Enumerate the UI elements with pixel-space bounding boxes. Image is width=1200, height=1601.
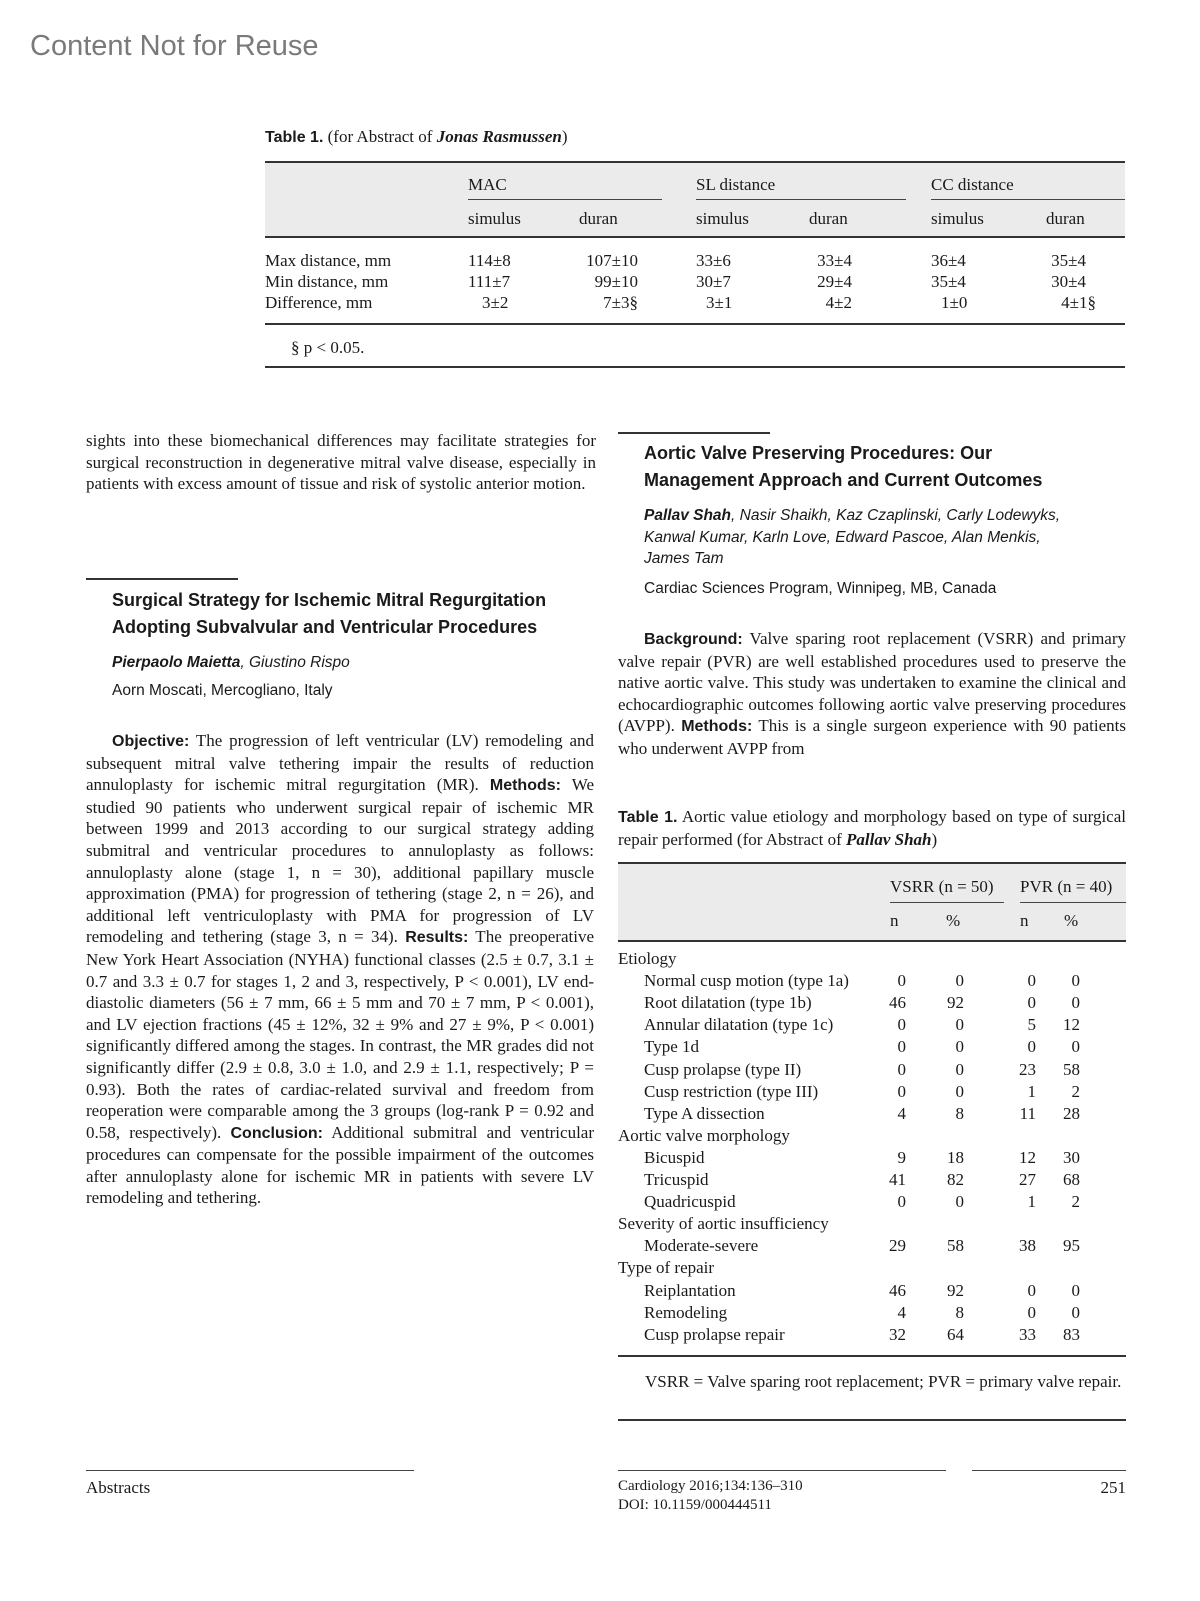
table-right-section-row: [0, 949, 1200, 971]
table-top-group-rule-cc: [931, 199, 1125, 200]
left-abstract-title: [112, 587, 602, 641]
table-right-sub-pct: %: [946, 911, 961, 930]
right-abstract-coauthors-2: Kanwal Kumar, Karln Love, Edward Pascoe, Alan Menkis,: [644, 528, 1041, 546]
table-right-cell: 9: [897, 1147, 906, 1167]
table-right-row-label: Tricuspid: [644, 1170, 709, 1189]
right-methods-label: Methods:: [681, 718, 753, 736]
table-top-row-label: Min distance, mm: [265, 272, 389, 291]
footer-rule-mid: [618, 1470, 946, 1471]
table-right-cell: 28: [1063, 1103, 1080, 1123]
footer-page-number: 251: [1100, 1478, 1126, 1497]
table-right-cell: 23: [1019, 1059, 1036, 1079]
table-right-row: [0, 1148, 1200, 1170]
left-abstract-title-line2: Adopting Subvalvular and Ventricular Procedures: [112, 617, 538, 637]
table-right-cell: 2: [1071, 1081, 1080, 1101]
table-right-cell: 0: [1027, 971, 1036, 991]
table-top-cell: 7±3§: [603, 293, 638, 312]
table-top-caption: [265, 127, 568, 147]
table-right-row: [0, 1082, 1200, 1104]
methods-text: We studied 90 patients who underwent surgical repair of ischemic MR between 1999 and 2013 according to our surgical strategy adding submitral and ventricular procedures to annuloplasty as follows: annuloplasty alone (stage 1, n = 30), additional papillary muscle approximation (PMA) for progression of tethering (stage 2, n = 26), and additional left ventriculoplasty with PMA for progression of LV remodeling and tethering (stage 3, n = 34).: [86, 775, 594, 947]
table-right-caption-name: Pallav Shah: [845, 830, 932, 849]
table-right-cell: 0: [897, 1037, 906, 1057]
table-top-cell: 1±0: [941, 293, 968, 312]
table-right-cell: 11: [1019, 1103, 1036, 1123]
table-right-row: [0, 1104, 1200, 1126]
table-top-cell: 30±7: [696, 272, 731, 291]
table-right-sub-n: n: [890, 911, 899, 930]
table-top-cell: 29±4: [817, 272, 852, 291]
table-right-row: [0, 1325, 1200, 1347]
table-top-subhead: duran: [579, 209, 618, 228]
methods-label: Methods:: [489, 777, 561, 795]
table-right-sub-pct: %: [1064, 911, 1079, 930]
table-top-rule-header: [265, 236, 1125, 238]
table-top-subhead: simulus: [468, 209, 521, 228]
table-right-caption-pre: Aortic value etiology and morphology based on type of surgical repair performed (for Abstract of: [618, 807, 1126, 849]
table-right-row-label: Cusp restriction (type III): [644, 1081, 819, 1101]
objective-label: Objective:: [112, 733, 190, 750]
table-right-cell: 0: [955, 1059, 964, 1079]
right-abstract-coauthors-3: James Tam: [644, 550, 724, 567]
table-top-row-label: Difference, mm: [265, 293, 373, 312]
table-top-subhead: simulus: [931, 209, 984, 228]
watermark: Content Not for Reuse: [30, 30, 319, 62]
table-right-cell: 0: [1071, 1280, 1080, 1300]
table-top-caption-pre: (for Abstract of: [327, 127, 437, 146]
table-top-caption-name: Jonas Rasmussen: [436, 127, 562, 146]
table-right-row-label: Severity of aortic insufficiency: [618, 1214, 829, 1234]
table-right-caption-post: ): [931, 830, 938, 849]
table-right-cell: 46: [889, 1280, 906, 1300]
table-right-row: [0, 1192, 1200, 1214]
left-abstract-rule: [86, 578, 238, 580]
table-right-row: [0, 1037, 1200, 1059]
table-top-cell: 107±10: [586, 251, 638, 270]
footer-doi: DOI: 10.1159/000444511: [618, 1497, 772, 1513]
table-right-cell: 58: [1063, 1059, 1080, 1079]
table-top-cell: 111±7: [468, 272, 511, 291]
results-label: Results:: [405, 929, 469, 947]
table-right-cell: 38: [1019, 1236, 1036, 1256]
table-top-cell: 33±4: [817, 251, 852, 270]
table-top-cell: 35±4: [931, 272, 966, 291]
background-text: Valve sparing root replacement (VSRR) and primary valve repair (PVR) are well established procedures used to preserve the native aortic valve. This study was undertaken to examine the clinical and echocardiographic outcomes following aortic valve preserving procedures (AVPP).: [618, 629, 1126, 736]
table-right-row-label: Type A dissection: [644, 1103, 765, 1123]
table-top-cell: 36±4: [931, 251, 966, 270]
table-right-row: [0, 1281, 1200, 1303]
table-right-row-label: Cusp prolapse (type II): [644, 1059, 802, 1079]
table-right-cell: 0: [1027, 993, 1036, 1013]
table-top-row-label: Max distance, mm: [265, 251, 392, 270]
table-right-row: [0, 993, 1200, 1015]
table-right-cell: 5: [1027, 1015, 1036, 1035]
table-right-rule-body: [618, 1355, 1126, 1357]
table-right-cell: 0: [955, 1081, 964, 1101]
table-right-cell: 33: [1019, 1324, 1036, 1344]
table-right-cell: 4: [897, 1103, 906, 1123]
table-top-label: Table 1.: [265, 129, 324, 146]
table-right-cell: 1: [1027, 1081, 1036, 1101]
conclusion-label: Conclusion:: [230, 1124, 323, 1142]
table-right-cell: 68: [1063, 1170, 1080, 1189]
table-right-section-row: [0, 1258, 1200, 1280]
left-abstract-affiliation: Aorn Moscati, Mercogliano, Italy: [112, 682, 333, 699]
background-label: Background:: [644, 631, 743, 648]
table-top-group-rule-sl: [696, 199, 906, 200]
table-top-cell: 114±8: [468, 251, 511, 270]
table-top-caption-post: ): [561, 127, 568, 146]
table-right-cell: 0: [897, 1081, 906, 1101]
footer-rule-left: [86, 1470, 414, 1471]
table-right-cell: 83: [1063, 1324, 1080, 1344]
table-right-row-label: Type 1d: [644, 1037, 699, 1057]
right-abstract-coauthors-1: , Nasir Shaikh, Kaz Czaplinski, Carly Lodewyks,: [731, 507, 1061, 524]
table-right-row: [0, 1015, 1200, 1037]
left-abstract-lead-author: Pierpaolo Maietta: [112, 654, 241, 671]
table-right-row: [0, 1303, 1200, 1325]
table-right-row-label: Reiplantation: [644, 1280, 736, 1300]
footer-journal: Cardiology 2016;134:136–310: [618, 1478, 803, 1494]
table-top-subhead: simulus: [696, 209, 749, 228]
table-right-rule-bottom: [618, 1419, 1126, 1421]
table-right-cell: 4: [897, 1302, 906, 1322]
table-right-cell: 0: [1071, 1302, 1080, 1322]
left-abstract-coauthors: , Giustino Rispo: [240, 654, 350, 671]
table-top-cell: 4±2: [825, 293, 852, 312]
table-right-group-rule-vsrr: [890, 902, 1004, 903]
right-methods-text: This is a single surgeon experience with 90 patients who underwent AVPP from: [618, 716, 1126, 758]
table-right-group-rule-pvr: [1020, 902, 1126, 903]
table-right-cell: 64: [947, 1324, 964, 1344]
table-right-cell: 95: [1063, 1236, 1080, 1256]
table-right-row-label: Bicuspid: [644, 1147, 705, 1167]
table-right-cell: 27: [1019, 1170, 1036, 1189]
table-right-cell: 1: [1027, 1192, 1036, 1212]
right-abstract-affiliation: Cardiac Sciences Program, Winnipeg, MB, Canada: [644, 580, 997, 597]
table-top-cell: 4±1§: [1061, 293, 1096, 312]
footer-rule-right: [972, 1470, 1126, 1471]
table-right-cell: 82: [947, 1170, 964, 1189]
right-abstract-lead-author: Pallav Shah: [644, 507, 732, 524]
table-right-cell: 46: [889, 993, 906, 1013]
table-right-row: [0, 1236, 1200, 1258]
table-top-cell: 3±1: [706, 293, 733, 312]
left-abstract-authors: [112, 652, 602, 674]
table-right-row: [0, 1060, 1200, 1082]
table-right-row-label: Quadricuspid: [644, 1192, 736, 1212]
table-right-row-label: Cusp prolapse repair: [644, 1324, 785, 1344]
table-right-cell: 8: [955, 1302, 964, 1322]
table-right-cell: 92: [947, 1280, 964, 1300]
table-right-cell: 2: [1071, 1192, 1080, 1212]
table-right-row-label: Moderate-severe: [644, 1236, 759, 1256]
right-abstract-title-line1: Aortic Valve Preserving Procedures: Our: [644, 443, 993, 463]
table-right-row-label: Etiology: [618, 949, 677, 968]
table-right-cell: 0: [955, 971, 964, 991]
table-right-cell: 0: [955, 1015, 964, 1035]
table-right-sub-n: n: [1020, 911, 1029, 930]
table-right-cell: 0: [897, 971, 906, 991]
table-right-cell: 29: [889, 1236, 906, 1256]
table-top-group-mac: MAC: [468, 175, 507, 194]
table-top-subhead: duran: [1046, 209, 1085, 228]
table-right-cell: 0: [955, 1192, 964, 1212]
table-right-row-label: Type of repair: [618, 1258, 715, 1278]
table-top-cell: 35±4: [1051, 251, 1086, 270]
table-right-row-label: Annular dilatation (type 1c): [644, 1015, 834, 1035]
right-abstract-rule: [618, 432, 770, 434]
table-top-cell: 99±10: [594, 272, 638, 291]
table-right-section-row: [0, 1214, 1200, 1236]
footer-section: Abstracts: [86, 1478, 151, 1497]
right-abstract-title-line2: Management Approach and Current Outcomes: [644, 470, 1043, 490]
table-right-cell: 41: [889, 1170, 906, 1189]
table-top-rule-bottom: [265, 366, 1125, 368]
table-right-group-vsrr: VSRR (n = 50): [890, 877, 994, 896]
table-right-cell: 0: [1071, 971, 1080, 991]
table-right-cell: 8: [955, 1103, 964, 1123]
left-abstract-title-line1: Surgical Strategy for Ischemic Mitral Regurgitation: [112, 590, 547, 610]
table-right-row-label: Normal cusp motion (type 1a): [644, 971, 849, 991]
table-top-rule-body: [265, 323, 1125, 325]
table-right-cell: 0: [1027, 1280, 1036, 1300]
table-right-cell: 12: [1019, 1147, 1036, 1167]
conclusion-text: Additional submitral and ventricular procedures can compensate for the possible impairment of the outcomes after annuloplasty alone for ischemic MR in patients with severe LV remodeling and tethering.: [86, 1122, 594, 1208]
table-right-row: [0, 1170, 1200, 1192]
objective-text: The progression of left ventricular (LV) remodeling and subsequent mitral valve tethering impair the results of reduction annuloplasty for ischemic mitral regurgitation (MR).: [86, 731, 594, 795]
results-text: The preoperative New York Heart Association (NYHA) functional classes (2.5 ± 0.7, 3.1 ± 0.7 and 3.3 ± 0.7 for stages 1, 2 and 3, respectively, P < 0.001), LV end-diastolic diameters (56 ± 7 mm, 66 ± 5 mm and 70 ± 7 mm, P < 0.001), and LV ejection fractions (45 ± 12%, 32 ± 9% and 27 ± 9%, P < 0.001) significantly differed among the stages. In contrast, the MR grades did not significantly differ (2.9 ± 0.8, 3.0 ± 1.0, and 2.9 ± 1.1, respectively; P = 0.93). Both the rates of cardiac-related survival and freedom from reoperation were comparable among the 3 groups (log-rank P = 0.92 and 0.58, respectively).: [86, 927, 594, 1142]
table-right-cell: 0: [897, 1059, 906, 1079]
table-right-cell: 92: [947, 993, 964, 1013]
table-right-row: [0, 971, 1200, 993]
right-abstract-title: [644, 440, 1124, 494]
table-top-group-rule-mac: [468, 199, 662, 200]
table-right-cell: 58: [947, 1236, 964, 1256]
table-right-cell: 0: [1027, 1302, 1036, 1322]
table-right-row-label: Remodeling: [644, 1302, 728, 1322]
table-right-cell: 0: [1071, 1037, 1080, 1057]
table-top-cell: 3±2: [482, 293, 509, 312]
table-top-footnote: § p < 0.05.: [291, 338, 365, 357]
right-abstract-body: [618, 628, 1126, 760]
table-top-group-sl: SL distance: [696, 175, 776, 194]
table-right-label: Table 1.: [618, 809, 678, 826]
table-top-group-cc: CC distance: [931, 175, 1014, 194]
table-right-section-row: [0, 1126, 1200, 1148]
table-right-row-label: Root dilatation (type 1b): [644, 993, 812, 1013]
table-right-cell: 30: [1063, 1147, 1080, 1167]
table-top-cell: 33±6: [696, 251, 731, 270]
table-right-note: VSRR = Valve sparing root replacement; PVR = primary valve repair.: [645, 1372, 1122, 1391]
table-right-cell: 0: [1071, 993, 1080, 1013]
table-right-cell: 0: [897, 1015, 906, 1035]
table-right-cell: 32: [889, 1324, 906, 1344]
table-right-cell: 0: [1027, 1037, 1036, 1057]
table-right-group-pvr: PVR (n = 40): [1020, 877, 1113, 896]
table-right-cell: 0: [955, 1037, 964, 1057]
table-right-cell: 18: [947, 1147, 964, 1167]
table-right-rule-header: [618, 940, 1126, 942]
table-right-cell: 0: [897, 1192, 906, 1212]
right-abstract-authors: [644, 505, 1124, 570]
table-top-subhead: duran: [809, 209, 848, 228]
table-right-cell: 12: [1063, 1015, 1080, 1035]
table-top-cell: 30±4: [1051, 272, 1086, 291]
table-right-row-label: Aortic valve morphology: [618, 1125, 790, 1145]
table-right-caption: [618, 806, 1126, 851]
left-intro-paragraph: sights into these biomechanical differences may facilitate strategies for surgical reconstruction in degenerative mitral valve disease, especially in patients with excess amount of tissue and risk of systolic anterior motion.: [86, 431, 596, 494]
